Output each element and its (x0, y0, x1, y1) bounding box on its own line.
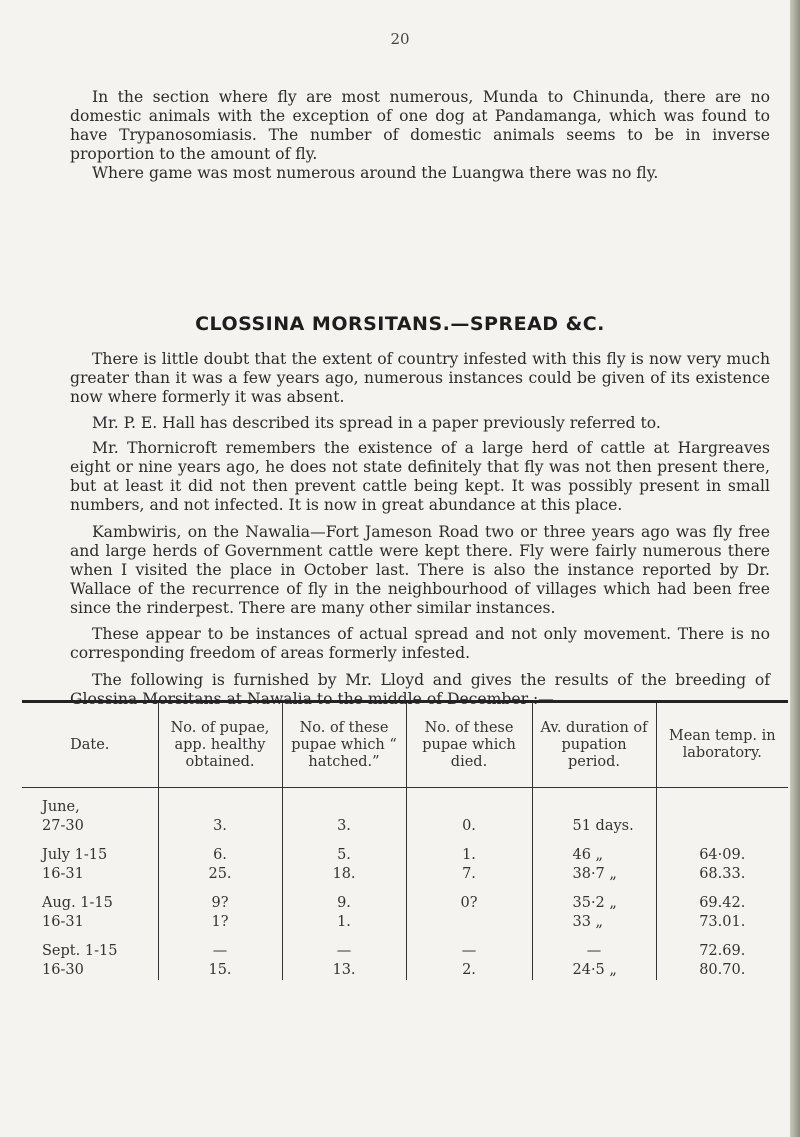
cell-temp: 68.33. (656, 865, 788, 884)
header-temp: Mean temp. in laboratory. (656, 702, 788, 788)
cell-date: July 1-15 (42, 847, 108, 863)
cell-hatched: 18. (282, 865, 406, 884)
cell-hatched: 13. (282, 961, 406, 980)
cell-date: 27-30 (42, 818, 84, 834)
table-row (22, 865, 788, 884)
cell-duration: 38·7 „ (532, 865, 656, 884)
cell-hatched: 3. (282, 817, 406, 836)
paragraph-lloyd: The following is furnished by Mr. Lloyd and gives the results of the breeding of Glossina Morsitans at Nawalia to the middle of December :— (70, 671, 770, 708)
cell-hatched: — (282, 942, 406, 961)
cell-died: 0. (406, 817, 532, 836)
cell-died (406, 913, 532, 932)
cell-pupae: 6. (158, 846, 282, 865)
paragraph-spread: These appear to be instances of actual spread and not only movement. There is no corresponding freedom of areas formerly infested. (70, 625, 770, 662)
breeding-table (22, 700, 788, 980)
cell-died: 7. (406, 865, 532, 884)
table-row (22, 942, 788, 961)
table-row (22, 894, 788, 913)
table-header-row (22, 702, 788, 788)
table-row (22, 798, 788, 817)
cell-died: 1. (406, 846, 532, 865)
header-pupae: No. of pupae, app. healthy obtained. (158, 702, 282, 788)
paragraph-game-luangwa: Where game was most numerous around the Luangwa there was no fly. (92, 164, 659, 182)
cell-duration: 33 „ (532, 913, 656, 932)
paragraph-thornicroft: Mr. Thornicroft remembers the existence of a large herd of cattle at Hargreaves eight or nine years ago, he does not state definitely that fly was not then present there, but at least it did not then prevent cattle being kept. It was possibly present in small numbers, and not infected. It is now in great abundance at this place. (70, 439, 770, 514)
cell-duration: 51 days. (532, 817, 656, 836)
cell-duration: 35·2 „ (532, 894, 656, 913)
cell-temp: 73.01. (656, 913, 788, 932)
page-edge (790, 0, 800, 1137)
cell-temp: 80.70. (656, 961, 788, 980)
cell-temp: 69.42. (656, 894, 788, 913)
cell-date: June, (42, 799, 80, 815)
cell-died: 2. (406, 961, 532, 980)
header-died: No. of these pupae which died. (406, 702, 532, 788)
table-row (22, 817, 788, 836)
cell-pupae: 9? (158, 894, 282, 913)
cell-died: — (406, 942, 532, 961)
page-number: 20 (390, 30, 410, 48)
header-hatched: No. of these pupae which “ hatched.” (282, 702, 406, 788)
cell-pupae: — (158, 942, 282, 961)
cell-duration: — (532, 942, 656, 961)
table-row (22, 961, 788, 980)
cell-pupae: 3. (158, 817, 282, 836)
paragraph-extent: There is little doubt that the extent of country infested with this fly is now very much greater than it was a few years ago, numerous instances could be given of its existence now where formerly it was absent. (70, 350, 770, 406)
section-heading: CLOSSINA MORSITANS.—SPREAD &C. (195, 313, 605, 335)
header-date: Date. (22, 702, 158, 788)
cell-date: Sept. 1-15 (42, 943, 118, 959)
header-duration: Av. duration of pupation period. (532, 702, 656, 788)
cell-hatched: 1. (282, 913, 406, 932)
cell-duration: 24·5 „ (532, 961, 656, 980)
cell-hatched: 5. (282, 846, 406, 865)
cell-pupae: 1? (158, 913, 282, 932)
cell-date: 16-31 (42, 914, 84, 930)
paragraph-domestic-animals: In the section where fly are most numerous, Munda to Chinunda, there are no domestic animals with the exception of one dog at Pandamanga, which was found to have Trypanosomiasis. The number of domestic animals seems to be in inverse proportion to the amount of fly. (70, 88, 770, 163)
cell-hatched: 9. (282, 894, 406, 913)
paragraph-hall: Mr. P. E. Hall has described its spread in a paper previously referred to. (92, 414, 661, 432)
cell-date: Aug. 1-15 (42, 895, 113, 911)
table-row (22, 846, 788, 865)
paragraph-kambwiris: Kambwiris, on the Nawalia—Fort Jameson Road two or three years ago was fly free and large herds of Government cattle were kept there. Fly were fairly numerous there when I visited the place in October last. There is also the instance reported by Dr. Wallace of the recurrence of fly in the neighbourhood of villages which had been free since the rinderpest. There are many other similar instances. (70, 523, 770, 617)
cell-duration: 46 „ (532, 846, 656, 865)
cell-pupae: 15. (158, 961, 282, 980)
cell-temp: 72.69. (656, 942, 788, 961)
cell-temp (656, 817, 788, 836)
cell-died: 0? (406, 894, 532, 913)
cell-temp: 64·09. (656, 846, 788, 865)
cell-pupae: 25. (158, 865, 282, 884)
cell-date: 16-30 (42, 962, 84, 978)
table-row (22, 913, 788, 932)
cell-date: 16-31 (42, 866, 84, 882)
